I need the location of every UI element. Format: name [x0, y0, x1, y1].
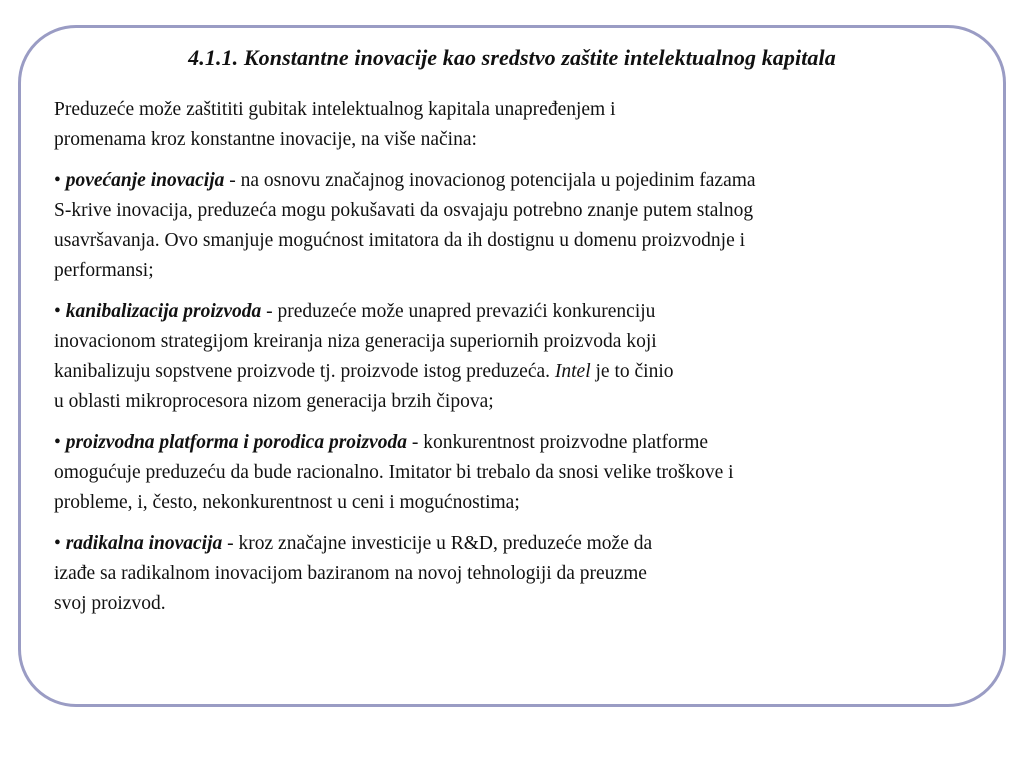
bullet-text: - konkurentnost proizvodne platforme: [406, 432, 709, 453]
bullet-item-povecanje-inovacija: [54, 166, 984, 286]
bullet-text: - kroz značajne investicije u R&D, preduzeće može da: [222, 533, 653, 554]
bullet-term: kanibalizacija proizvoda: [65, 301, 262, 322]
bullet-text: svoj proizvod.: [54, 593, 166, 614]
bullet-text: probleme, i, često, nekonkurentnost u ceni i mogućnostima;: [54, 492, 520, 513]
bullet-text: izađe sa radikalnom inovacijom baziranom na novoj tehnologiji da preuzme: [54, 563, 647, 584]
company-name-intel: Intel: [554, 361, 591, 382]
bullet-text: - na osnovu značajnog inovacionog potencijala u pojedinim fazama: [224, 170, 756, 191]
bullet-text: inovacionom strategijom kreiranja niza generacija superiornih proizvoda koji: [54, 331, 657, 352]
bullet-term: povećanje inovacija: [65, 170, 225, 191]
bullet-text: usavršavanja. Ovo smanjuje mogućnost imitatora da ih dostignu u domenu proizvodnje i: [54, 230, 746, 251]
slide-title: 4.1.1. Konstantne inovacije kao sredstvo zaštite intelektualnog kapitala: [188, 45, 836, 70]
bullet-term: radikalna inovacija: [65, 533, 223, 554]
bullet-text: performansi;: [54, 260, 154, 281]
bullet-text: - preduzeće može unapred prevazići konkurenciju: [261, 301, 656, 322]
bullet-icon: •: [54, 432, 61, 453]
bullet-text: omogućuje preduzeću da bude racionalno. Imitator bi trebalo da snosi velike troškove i: [54, 462, 734, 483]
bullet-icon: •: [54, 533, 61, 554]
intro-line-2: promenama kroz konstantne inovacije, na više načina:: [54, 129, 477, 150]
bullet-item-kanibalizacija-proizvoda: [54, 297, 984, 417]
slide-content: [54, 95, 984, 630]
intro-paragraph: [54, 95, 984, 155]
bullet-text: u oblasti mikroprocesora nizom generacija brzih čipova;: [54, 391, 494, 412]
bullet-icon: •: [54, 301, 61, 322]
bullet-term: proizvodna platforma i porodica proizvoda: [65, 432, 407, 453]
bullet-text: S-krive inovacija, preduzeća mogu pokušavati da osvajaju potrebno znanje putem stalnog: [54, 200, 754, 221]
bullet-text: je to činio: [590, 361, 674, 382]
bullet-item-proizvodna-platforma: [54, 428, 984, 518]
bullet-item-radikalna-inovacija: [54, 529, 984, 619]
intro-line-1: Preduzeće može zaštititi gubitak intelektualnog kapitala unapređenjem i: [54, 99, 616, 120]
bullet-icon: •: [54, 170, 61, 191]
bullet-text: kanibalizuju sopstvene proizvode tj. proizvode istog preduzeća.: [54, 361, 555, 382]
